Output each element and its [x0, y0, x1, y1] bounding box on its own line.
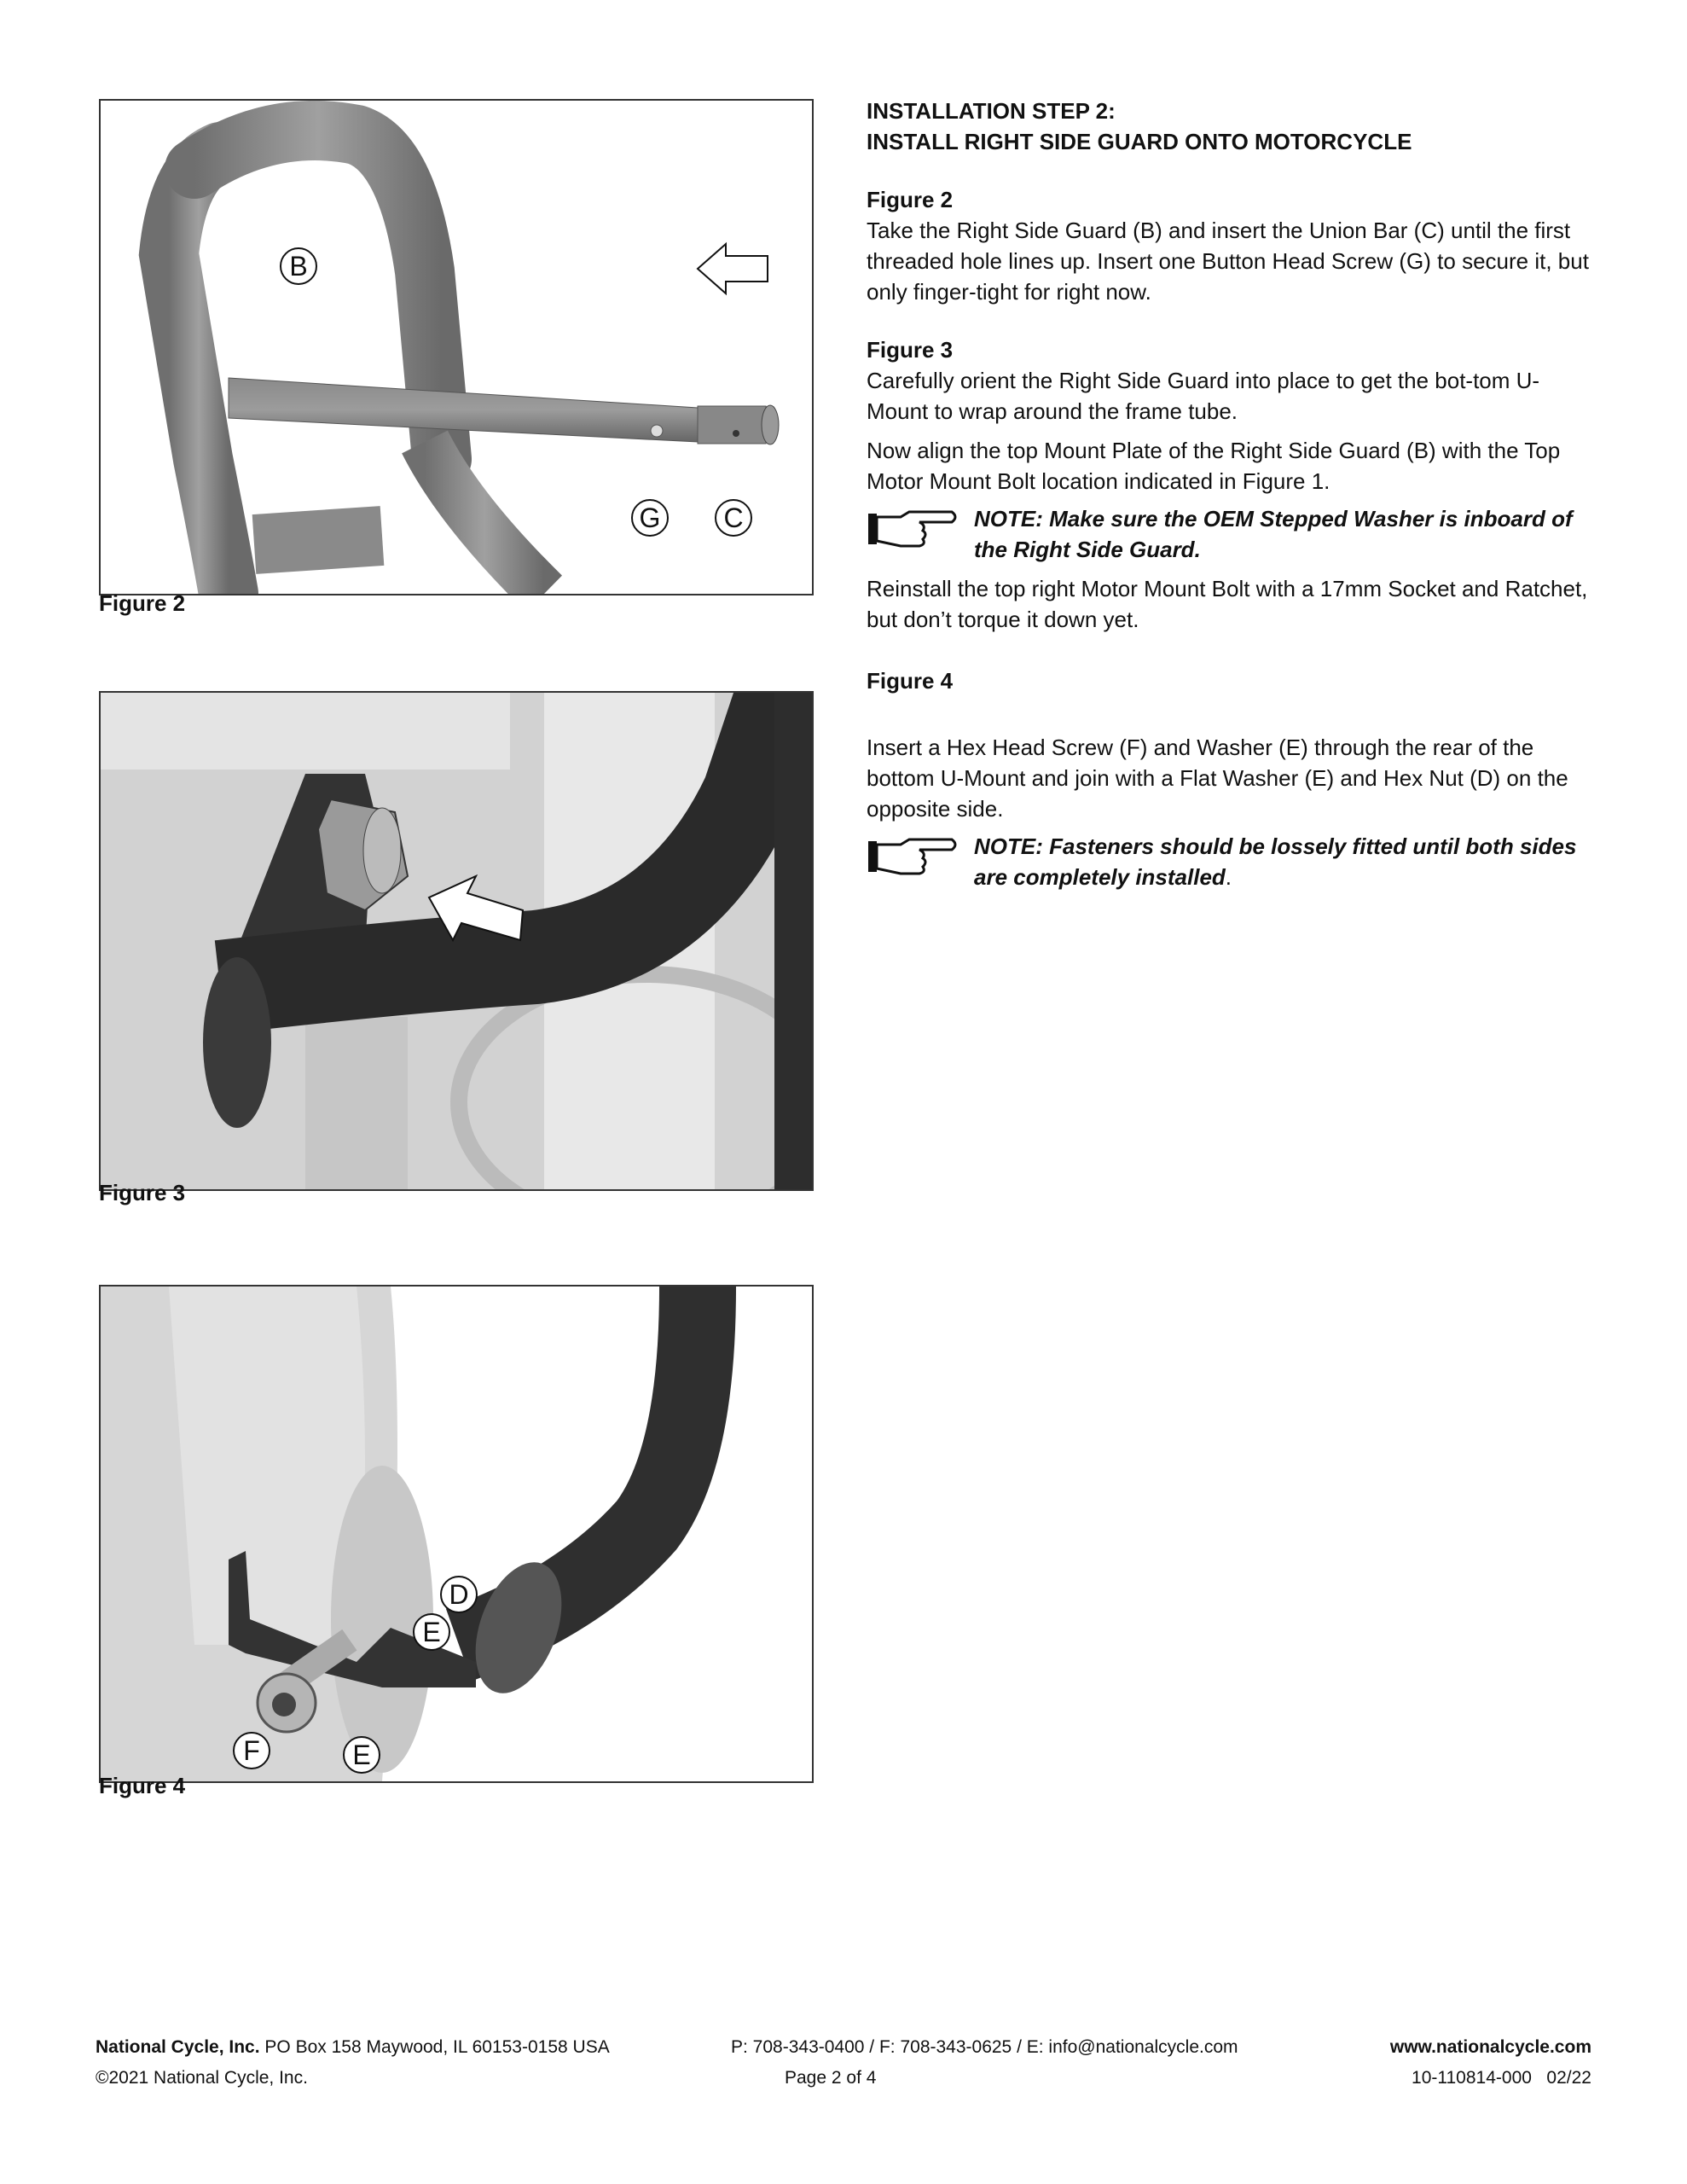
callout-e-screw-side: E: [343, 1736, 380, 1774]
footer-address-text: PO Box 158 Maywood, IL 60153-0158 USA: [264, 2037, 610, 2057]
footer-doc-number: 10-110814-000 02/22: [1412, 2068, 1591, 2088]
footer-contact: P: 708-343-0400 / F: 708-343-0625 / E: info@nationalcycle.com: [731, 2037, 1238, 2057]
callout-f: F: [233, 1732, 270, 1769]
pointing-hand-icon: [867, 834, 960, 877]
note-fasteners-text: NOTE: Fasteners should be lossely fitted until both sides are completely installed: [974, 834, 1577, 890]
section-figure-2-label: Figure 2: [867, 187, 954, 212]
arrow-icon: [698, 244, 768, 293]
section-figure-4: [867, 665, 1591, 892]
figure-3-caption: Figure 3: [99, 1180, 186, 1205]
section-figure-3: [867, 334, 1591, 635]
section-figure-3-text-3: Reinstall the top right Motor Mount Bolt with a 17mm Socket and Ratchet, but don’t torque it down yet.: [867, 576, 1588, 632]
callout-b: B: [280, 247, 317, 285]
footer-copyright: ©2021 National Cycle, Inc.: [96, 2068, 308, 2088]
step-heading: [867, 96, 1591, 157]
section-figure-4-text: Insert a Hex Head Screw (F) and Washer (E) through the rear of the bottom U-Mount and join with a Flat Washer (E) and Hex Nut (D) on the opposite side.: [867, 735, 1568, 822]
section-figure-3-text-1: Carefully orient the Right Side Guard into place to get the bot-tom U-Mount to wrap around the frame tube.: [867, 368, 1540, 424]
mount-bolt-photo: [101, 693, 812, 1189]
footer-website[interactable]: www.nationalcycle.com: [1389, 2037, 1591, 2057]
note-stepped-washer: [867, 503, 1591, 565]
section-figure-3-label: Figure 3: [867, 337, 954, 363]
footer-company: National Cycle, Inc.: [96, 2037, 260, 2057]
figure-4-image: [99, 1285, 814, 1783]
right-side-guard-illustration: [101, 101, 812, 594]
callout-e-nut-side: E: [413, 1613, 450, 1651]
note-stepped-washer-text: NOTE: Make sure the OEM Stepped Washer is inboard of the Right Side Guard.: [974, 506, 1573, 562]
note-fasteners: [867, 831, 1591, 892]
note-fasteners-period: .: [1225, 864, 1232, 890]
section-figure-3-text-2: Now align the top Mount Plate of the Right Side Guard (B) with the Top Motor Mount Bolt location indicated in Figure 1.: [867, 438, 1561, 494]
pointing-hand-icon: [867, 507, 960, 549]
figure-3-image: [99, 691, 814, 1191]
figure-2-image: [99, 99, 814, 595]
callout-c: C: [715, 499, 752, 537]
instructions-column: [867, 96, 1591, 892]
u-mount-photo: [101, 1287, 812, 1781]
callout-d: D: [440, 1576, 478, 1613]
figure-4-caption: Figure 4: [99, 1773, 186, 1798]
footer-page-number: Page 2 of 4: [785, 2068, 877, 2088]
section-figure-2: [867, 184, 1591, 307]
footer-address: [96, 2037, 610, 2058]
step-heading-line2: INSTALL RIGHT SIDE GUARD ONTO MOTORCYCLE: [867, 129, 1412, 154]
section-figure-2-text: Take the Right Side Guard (B) and insert the Union Bar (C) until the first threaded hole lines up. Insert one Button Head Screw (G) to secure it, but only finger-tight for right now.: [867, 218, 1589, 305]
callout-g: G: [631, 499, 669, 537]
figure-2-caption: Figure 2: [99, 590, 186, 616]
section-figure-4-label: Figure 4: [867, 668, 954, 694]
step-heading-line1: INSTALLATION STEP 2:: [867, 98, 1116, 124]
